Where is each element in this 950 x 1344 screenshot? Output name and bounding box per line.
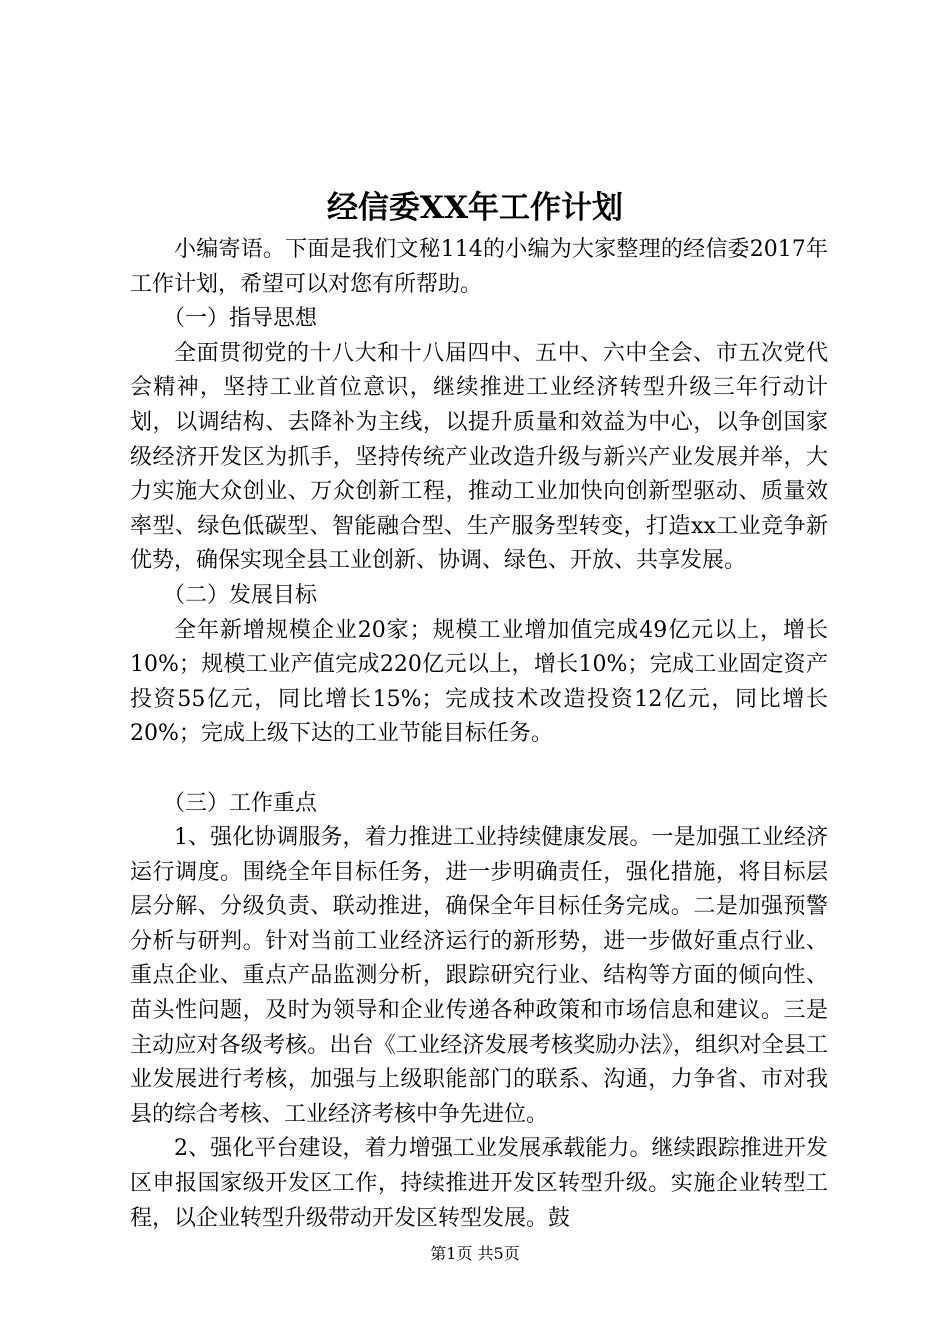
document-body <box>130 233 828 1236</box>
section-heading-work-focus: （三）工作重点 <box>163 790 318 816</box>
document-title: 经信委XX年工作计划 <box>326 190 624 226</box>
section-heading-guiding-thought: （一）指导思想 <box>163 306 318 332</box>
section-heading-development-goals: （二）发展目标 <box>163 582 318 608</box>
intro-paragraph: 小编寄语。下面是我们文秘114的小编为大家整理的经信委2017年工作计划，希望可以对您有所帮助。 <box>130 237 828 297</box>
page-footer: 第1页 共5页 <box>430 1244 520 1263</box>
development-goals-paragraph: 全年新增规模企业20家；规模工业增加值完成49亿元以上，增长10%；规模工业产值完成220亿元以上，增长10%；完成工业固定资产投资55亿元，同比增长15%；完成技术改造投资12亿元，同比增长20%；完成上级下达的工业节能目标任务。 <box>130 617 828 747</box>
work-focus-item-1: 1、强化协调服务，着力推进工业持续健康发展。一是加强工业经济运行调度。围绕全年目标任务，进一步明确责任，强化措施，将目标层层分解、分级负责、联动推进，确保全年目标任务完成。二是加强预警分析与研判。针对当前工业经济运行的新形势，进一步做好重点行业、重点企业、重点产品监测分析，跟踪研究行业、结构等方面的倾向性、苗头性问题，及时为领导和企业传递各种政策和市场信息和建议。三是主动应对各级考核。出台《工业经济发展考核奖励办法》，组织对全县工业发展进行考核，加强与上级职能部门的联系、沟通，力争省、市对我县的综合考核、工业经济考核中争先进位。 <box>130 825 828 1127</box>
work-focus-item-2: 2、强化平台建设，着力增强工业发展承载能力。继续跟踪推进开发区申报国家级开发区工作，持续推进开发区转型升级。实施企业转型工程，以企业转型升级带动开发区转型发展。鼓 <box>130 1136 828 1231</box>
guiding-thought-paragraph: 全面贯彻党的十八大和十八届四中、五中、六中全会、市五次党代会精神，坚持工业首位意识，继续推进工业经济转型升级三年行动计划，以调结构、去降补为主线，以提升质量和效益为中心，以争创国家级经济开发区为抓手，坚持传统产业改造升级与新兴产业发展并举，大力实施大众创业、万众创新工程，推动工业加快向创新型驱动、质量效率型、绿色低碳型、智能融合型、生产服务型转变，打造xx工业竞争新优势，确保实现全县工业创新、协调、绿色、开放、共享发展。 <box>130 340 828 574</box>
paragraph-spacer <box>130 752 828 787</box>
